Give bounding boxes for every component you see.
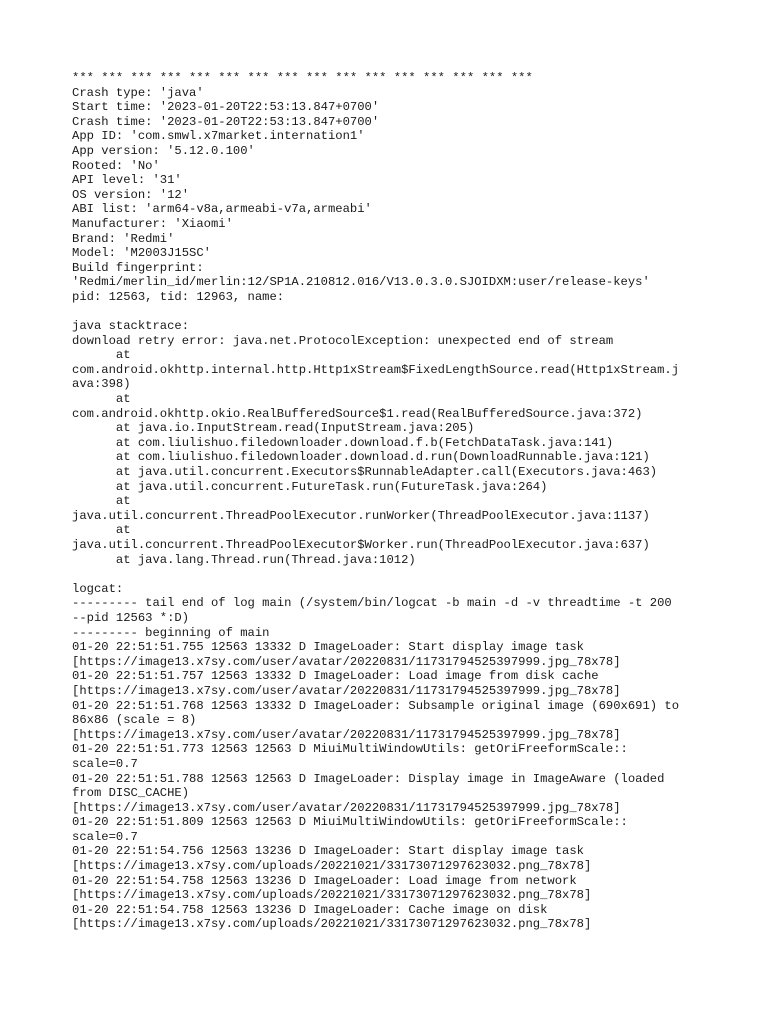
document-line: Crash time: '2023-01-20T22:53:13.847+0700' — [72, 114, 380, 129]
document-line: java.util.concurrent.ThreadPoolExecutor.runWorker(ThreadPoolExecutor.java:1137) — [72, 508, 650, 523]
document-line: at java.io.InputStream.read(InputStream.java:205) — [72, 421, 475, 436]
document-line: at com.liulishuo.filedownloader.download.d.run(DownloadRunnable.java:121) — [72, 450, 650, 465]
document-line: [https://image13.x7sy.com/user/avatar/20220831/11731794525397999.jpg_78x78] — [72, 727, 621, 742]
document-line: Build fingerprint: — [72, 260, 204, 275]
document-line: scale=0.7 — [72, 829, 138, 844]
document-line: ABI list: 'arm64-v8a,armeabi-v7a,armeabi' — [72, 202, 372, 217]
document-line: at — [72, 348, 131, 363]
document-line: pid: 12563, tid: 12963, name: — [72, 289, 285, 304]
document-line: 01-20 22:51:51.757 12563 13332 D ImageLoader: Load image from disk cache — [72, 669, 599, 684]
document-line: at java.lang.Thread.run(Thread.java:1012) — [72, 552, 416, 567]
document-line: at com.liulishuo.filedownloader.download.f.b(FetchDataTask.java:141) — [72, 435, 614, 450]
document-line: logcat: — [72, 581, 124, 596]
document-line: at — [72, 523, 131, 538]
document-line: 01-20 22:51:51.809 12563 12563 D MiuiMultiWindowUtils: getOriFreeformScale:: — [72, 815, 628, 830]
document-line: [https://image13.x7sy.com/user/avatar/20220831/11731794525397999.jpg_78x78] — [72, 800, 621, 815]
document-line: [https://image13.x7sy.com/uploads/20221021/33173071297623032.png_78x78] — [72, 859, 592, 874]
document-line: API level: '31' — [72, 173, 182, 188]
document-line: at — [72, 392, 131, 407]
document-line: 01-20 22:51:51.773 12563 12563 D MiuiMultiWindowUtils: getOriFreeformScale:: — [72, 742, 628, 757]
document-line: java stacktrace: — [72, 319, 190, 334]
document-line: 01-20 22:51:51.755 12563 13332 D ImageLoader: Start display image task — [72, 640, 584, 655]
document-line: 01-20 22:51:51.788 12563 12563 D ImageLoader: Display image in ImageAware (loaded — [72, 771, 665, 786]
document-line: --------- tail end of log main (/system/bin/logcat -b main -d -v threadtime -t 200 — [72, 596, 672, 611]
document-line: Crash type: 'java' — [72, 85, 204, 100]
document-line: [https://image13.x7sy.com/user/avatar/20220831/11731794525397999.jpg_78x78] — [72, 654, 621, 669]
document-line: 01-20 22:51:51.768 12563 13332 D ImageLoader: Subsample original image (690x691) to — [72, 698, 680, 713]
document-line: com.android.okhttp.internal.http.Http1xStream$FixedLengthSource.read(Http1xStream.j — [72, 362, 680, 377]
document-line: 'Redmi/merlin_id/merlin:12/SP1A.210812.016/V13.0.3.0.SJOIDXM:user/release-keys' — [72, 275, 650, 290]
document-line: 01-20 22:51:54.758 12563 13236 D ImageLoader: Load image from network — [72, 873, 577, 888]
document-line: at java.util.concurrent.Executors$RunnableAdapter.call(Executors.java:463) — [72, 465, 658, 480]
document-line: scale=0.7 — [72, 756, 138, 771]
crash-report-document — [72, 71, 722, 932]
document-line: OS version: '12' — [72, 187, 190, 202]
document-line: at java.util.concurrent.FutureTask.run(FutureTask.java:264) — [72, 479, 548, 494]
document-line: --pid 12563 *:D) — [72, 610, 190, 625]
document-line: Brand: 'Redmi' — [72, 231, 175, 246]
document-line: App version: '5.12.0.100' — [72, 143, 255, 158]
document-line: Rooted: 'No' — [72, 158, 160, 173]
document-line: App ID: 'com.smwl.x7market.internation1' — [72, 129, 365, 144]
document-line: com.android.okhttp.okio.RealBufferedSource$1.read(RealBufferedSource.java:372) — [72, 406, 643, 421]
document-line: [https://image13.x7sy.com/uploads/20221021/33173071297623032.png_78x78] — [72, 917, 592, 932]
document-line: --------- beginning of main — [72, 625, 270, 640]
document-line: download retry error: java.net.ProtocolException: unexpected end of stream — [72, 333, 614, 348]
document-line: *** *** *** *** *** *** *** *** *** *** *** *** *** *** *** *** — [72, 71, 533, 85]
document-line — [72, 567, 722, 582]
document-line — [72, 305, 722, 320]
document-line: Start time: '2023-01-20T22:53:13.847+0700' — [72, 100, 380, 115]
document-line: java.util.concurrent.ThreadPoolExecutor$Worker.run(ThreadPoolExecutor.java:637) — [72, 538, 650, 552]
document-line: at — [72, 494, 131, 509]
document-line: 01-20 22:51:54.756 12563 13236 D ImageLoader: Start display image task — [72, 844, 584, 859]
document-line: [https://image13.x7sy.com/user/avatar/20220831/11731794525397999.jpg_78x78] — [72, 683, 621, 698]
document-line: from DISC_CACHE) — [72, 786, 190, 801]
document-line: 86x86 (scale = 8) — [72, 713, 197, 728]
document-line: Model: 'M2003J15SC' — [72, 246, 211, 261]
document-line: [https://image13.x7sy.com/uploads/20221021/33173071297623032.png_78x78] — [72, 888, 592, 903]
document-line: 01-20 22:51:54.758 12563 13236 D ImageLoader: Cache image on disk — [72, 902, 548, 917]
document-line: Manufacturer: 'Xiaomi' — [72, 216, 233, 231]
document-line: ava:398) — [72, 377, 131, 392]
